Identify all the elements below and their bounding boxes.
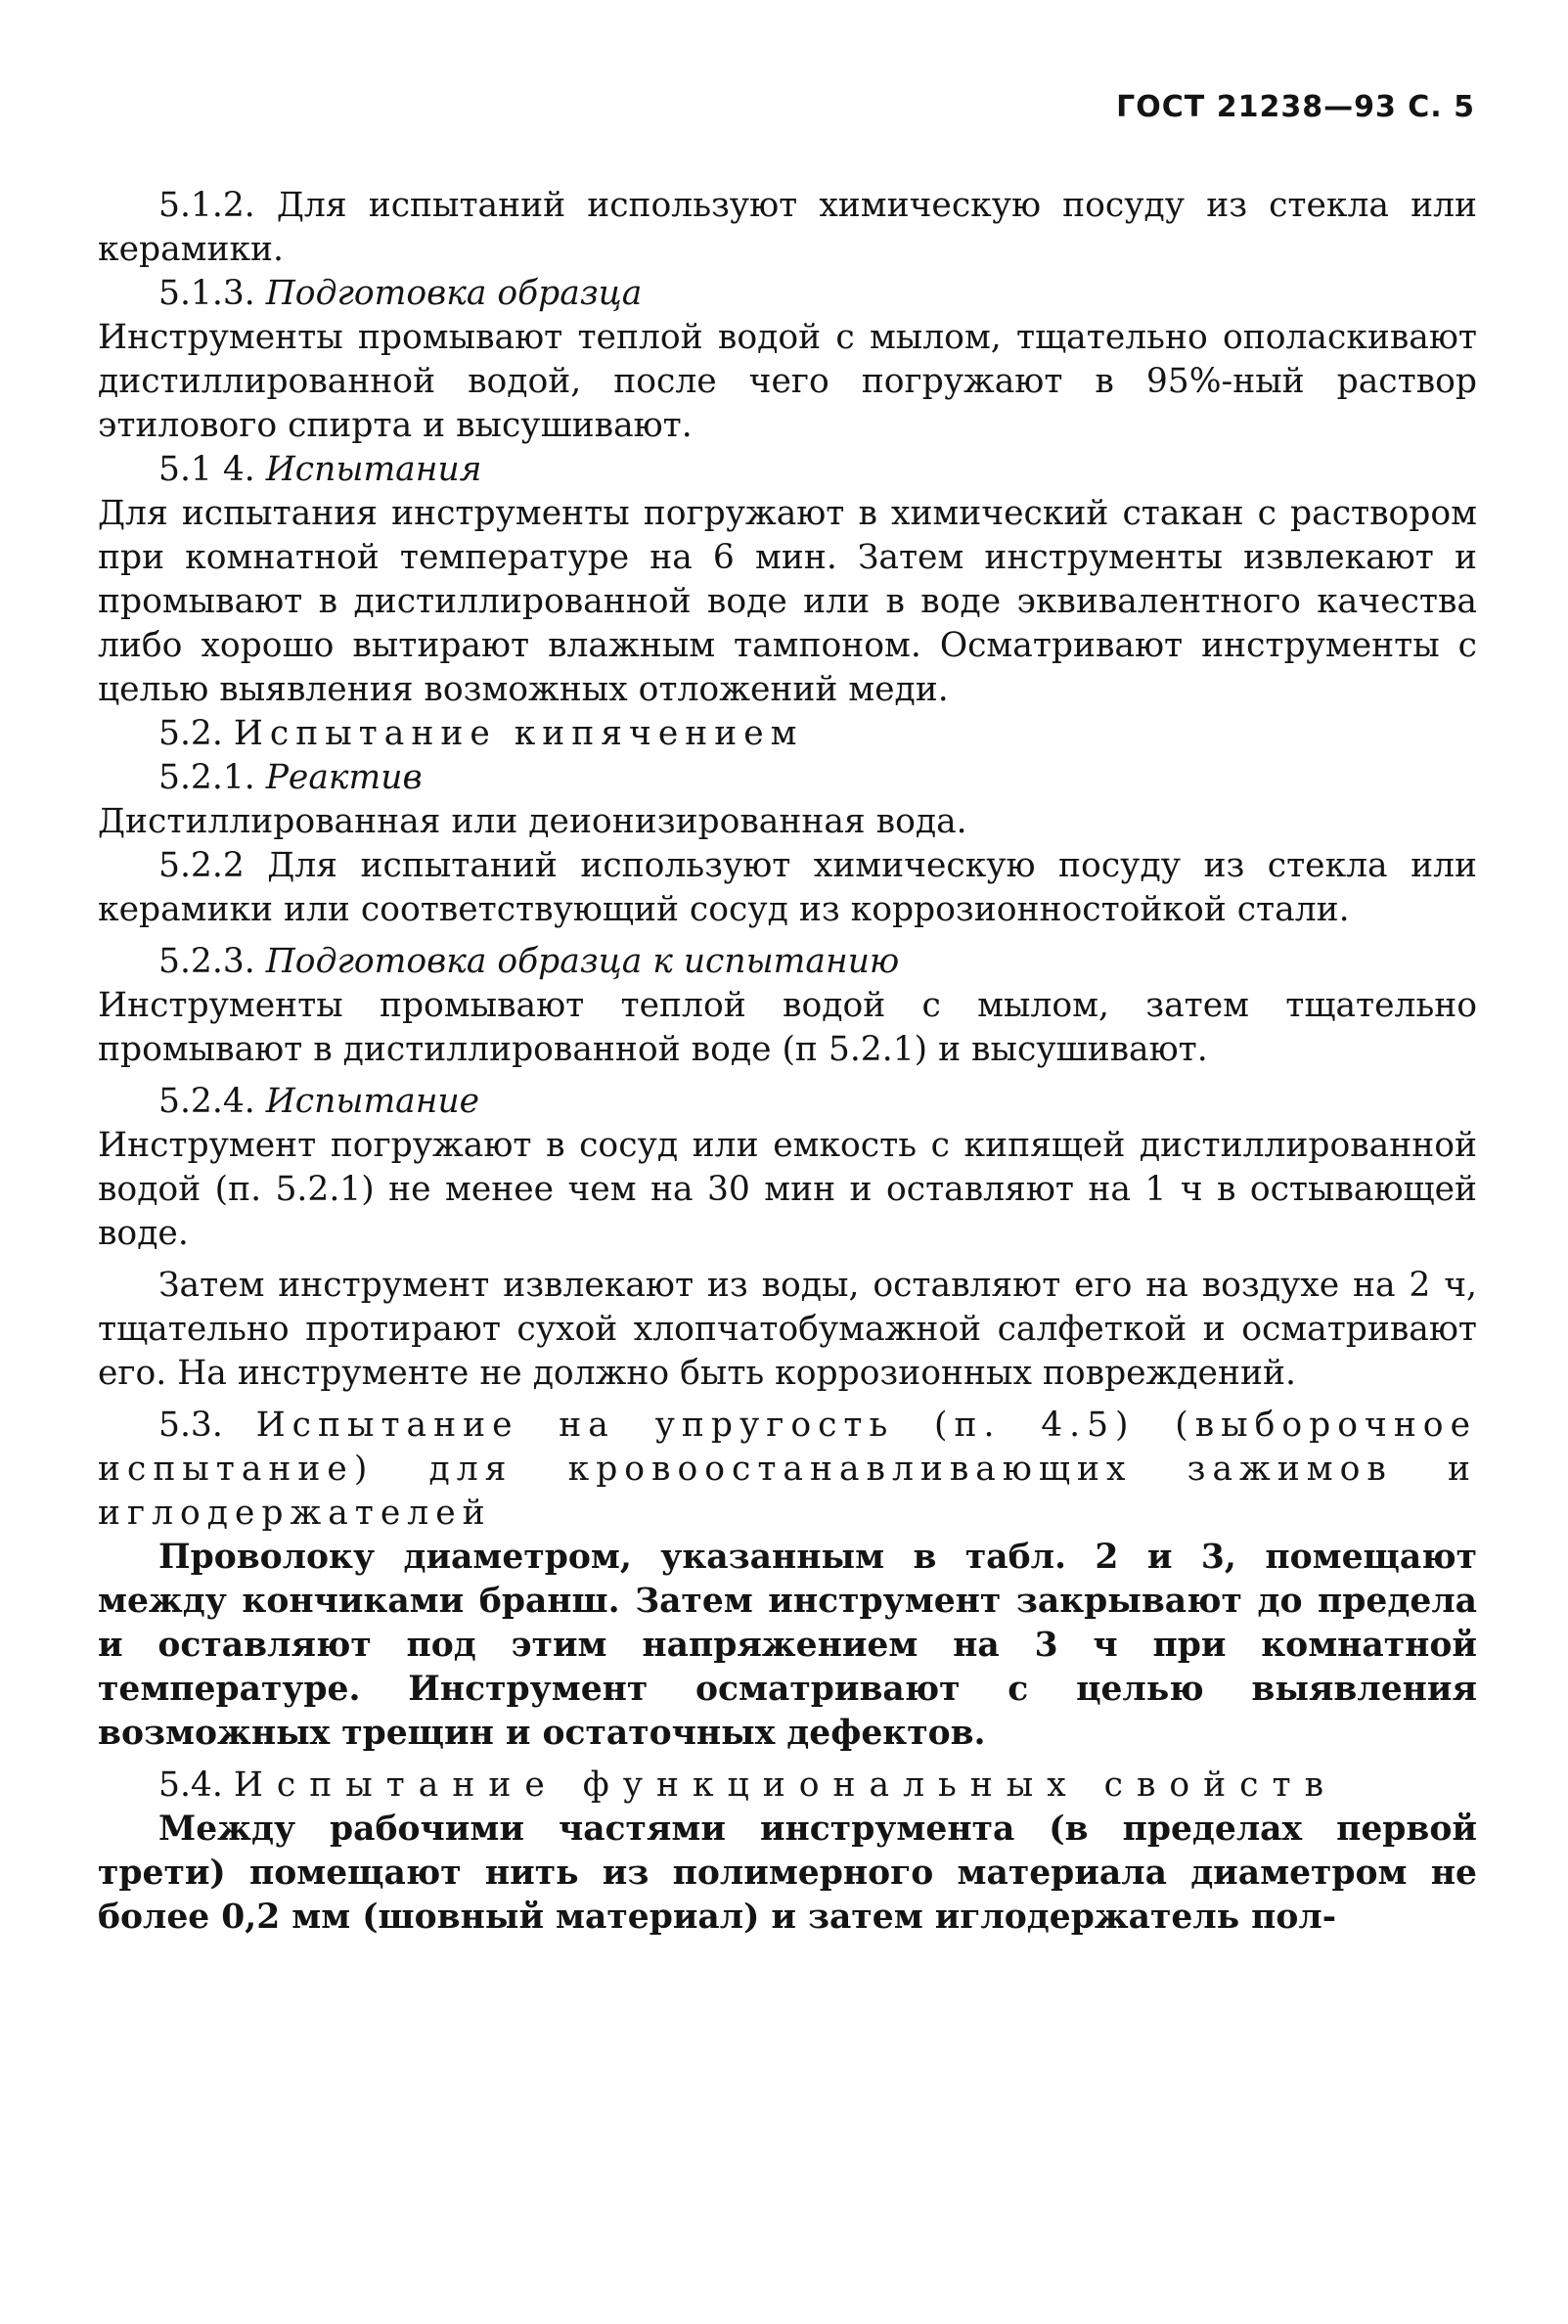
heading-5-1-3 bbox=[98, 272, 1477, 316]
clause-text: Инструмент погружают в сосуд или емкость с кипящей дистиллированной водой (п. 5.2.1) не менее чем на 30 мин и оставляют на 1 ч в остывающей воде. bbox=[98, 1126, 1477, 1253]
heading-5-2-4 bbox=[98, 1080, 1477, 1124]
clause-text: Между рабочими частями инструмента (в пределах первой трети) помещают нить из полимерного материала диаметром не более 0,2 мм (шовный материал) и затем иглодержатель пол- bbox=[98, 1810, 1477, 1937]
clause-number: 5.1.3. bbox=[158, 274, 255, 313]
heading-5-3 bbox=[98, 1404, 1477, 1536]
clause-number: 5.2.1. bbox=[158, 758, 255, 797]
paragraph-sample-preparation-2 bbox=[98, 984, 1477, 1072]
clause-number: 5.1 4. bbox=[158, 450, 255, 489]
clause-number: 5.2.2 bbox=[158, 846, 245, 885]
paragraph-inspection bbox=[98, 1264, 1477, 1396]
clause-number: 5.4. bbox=[158, 1765, 223, 1805]
document-body bbox=[98, 184, 1477, 1940]
clause-text: Проволоку диаметром, указанным в табл. 2 и 3, помещают между кончиками бранш. Затем инструмент закрывают до предела и оставляют под этим напряжением на 3 ч при комнатной температуре. Инструмент осматривают с целью выявления возможных трещин и остаточных дефектов. bbox=[98, 1538, 1477, 1753]
page-header: ГОСТ 21238—93 С. 5 bbox=[1116, 90, 1475, 124]
heading-5-1-4 bbox=[98, 448, 1477, 492]
clause-title: Испытание функциональных свойств bbox=[233, 1765, 1337, 1805]
clause-text: Инструменты промывают теплой водой с мылом, тщательно ополаскивают дистиллированной водой, после чего погружают в 95%-ный раствор этилового спирта и высушивают. bbox=[98, 318, 1477, 445]
heading-5-2-3 bbox=[98, 940, 1477, 984]
clause-title: Испытание bbox=[265, 1082, 480, 1121]
paragraph-5-1-2 bbox=[98, 184, 1477, 272]
clause-text: Затем инструмент извлекают из воды, оставляют его на воздухе на 2 ч, тщательно протирают сухой хлопчатобумажной салфеткой и осматривают его. На инструменте не должно быть коррозионных повреждений. bbox=[98, 1266, 1477, 1393]
clause-number: 5.2.4. bbox=[158, 1082, 255, 1121]
clause-title: Реактив bbox=[265, 758, 423, 797]
paragraph-sample-preparation bbox=[98, 316, 1477, 448]
heading-5-2 bbox=[98, 712, 1477, 756]
clause-number: 5.1.2. bbox=[158, 186, 255, 225]
clause-text: Для испытаний используют химическую посуду из стекла или керамики или соответствующий сосуд из коррозионностойкой стали. bbox=[98, 846, 1477, 929]
clause-title: Испытание кипячением bbox=[233, 714, 804, 753]
clause-number: 5.2. bbox=[158, 714, 223, 753]
heading-5-4 bbox=[98, 1764, 1477, 1808]
clause-title: Испытания bbox=[265, 450, 482, 489]
paragraph-elasticity-test bbox=[98, 1536, 1477, 1756]
clause-title: Испытание на упругость (п. 4.5) (выборочное испытание) для кровоостанавливающих зажимов и иглодержателей bbox=[98, 1406, 1477, 1533]
clause-number: 5.2.3. bbox=[158, 942, 255, 981]
clause-text: Для испытания инструменты погружают в химический стакан с раствором при комнатной температуре на 6 мин. Затем инструменты извлекают и промывают в дистиллированной воде или в воде эквивалентного качества либо хорошо вытирают влажным тампоном. Осматривают инструменты с целью выявления возможных отложений меди. bbox=[98, 494, 1477, 709]
clause-title: Подготовка образца к испытанию bbox=[265, 942, 900, 981]
paragraph-functional-test bbox=[98, 1808, 1477, 1940]
paragraph-tests bbox=[98, 492, 1477, 712]
clause-text: Дистиллированная или деионизированная вода. bbox=[98, 802, 967, 841]
clause-number: 5.3. bbox=[158, 1406, 223, 1445]
paragraph-5-2-2 bbox=[98, 844, 1477, 932]
paragraph-boiling-test bbox=[98, 1124, 1477, 1256]
clause-title: Подготовка образца bbox=[265, 274, 643, 313]
paragraph-reagent bbox=[98, 800, 1477, 844]
clause-text: Для испытаний используют химическую посуду из стекла или керамики. bbox=[98, 186, 1477, 269]
heading-5-2-1 bbox=[98, 756, 1477, 800]
clause-text: Инструменты промывают теплой водой с мылом, затем тщательно промывают в дистиллированной воде (п 5.2.1) и высушивают. bbox=[98, 986, 1477, 1069]
